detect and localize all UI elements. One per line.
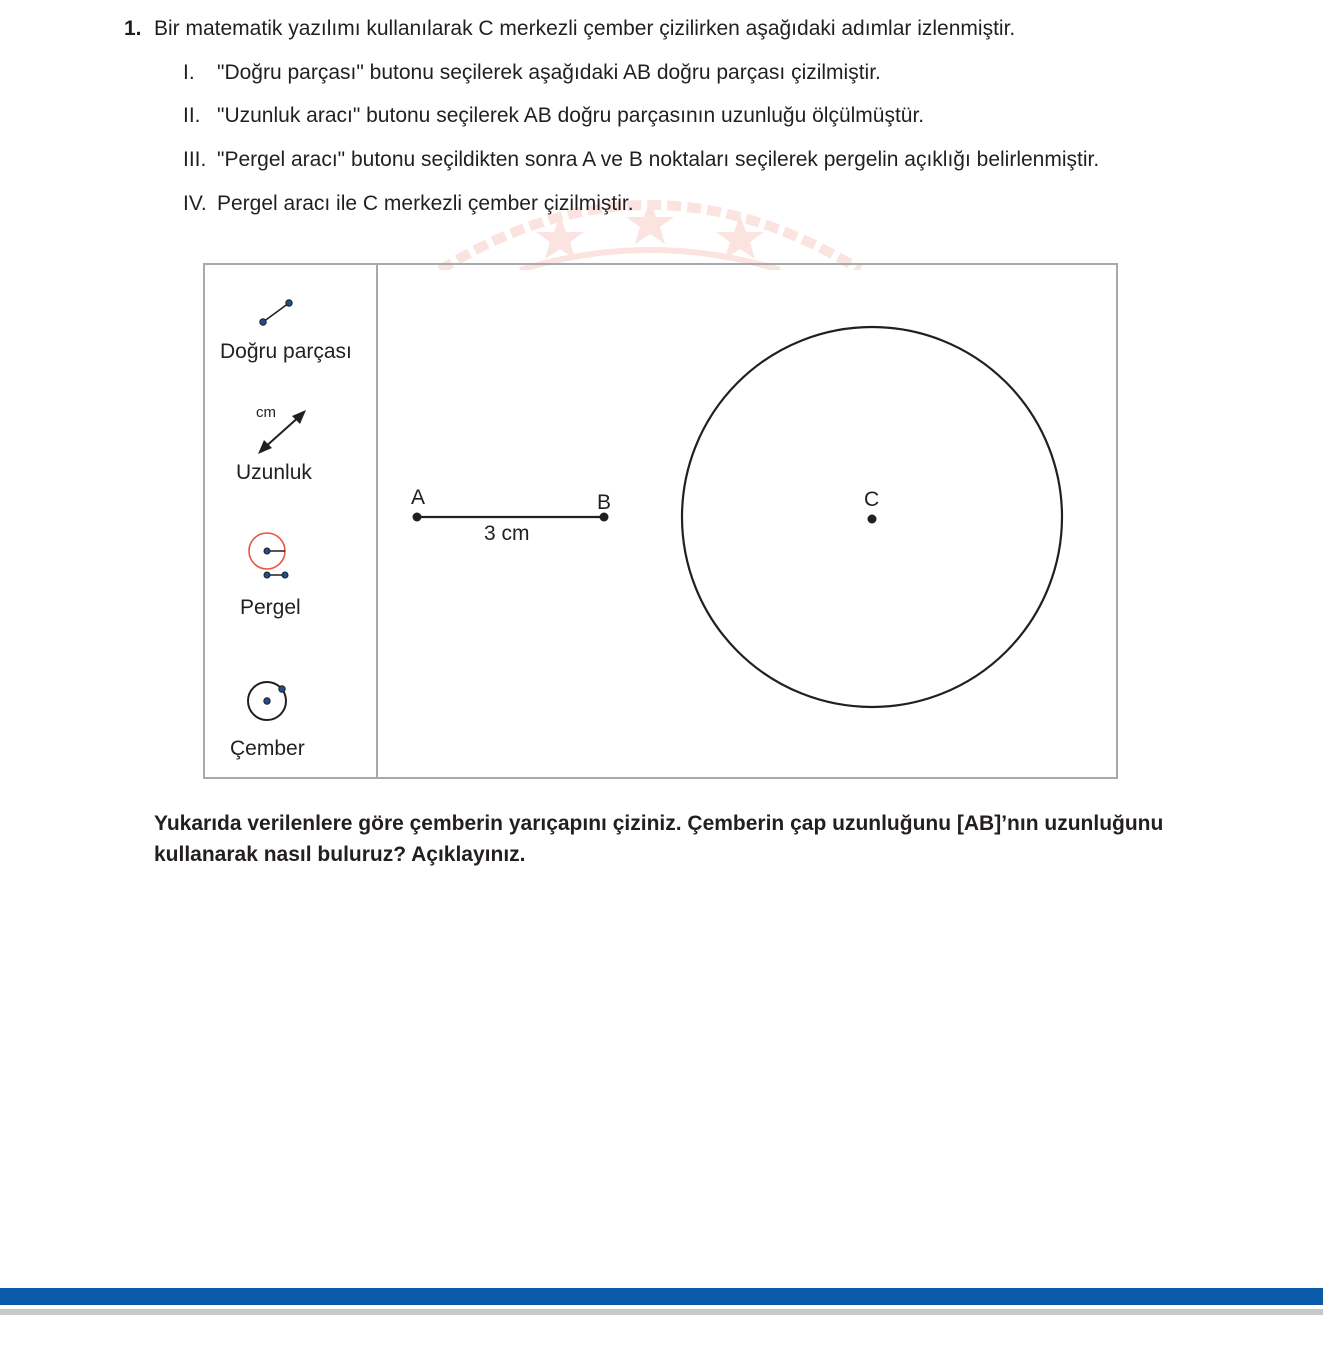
step-text: "Doğru parçası" butonu seçilerek aşağıdaki AB doğru parçası çizilmiştir. <box>217 61 881 84</box>
step-text: "Uzunluk aracı" butonu seçilerek AB doğru parçasının uzunluğu ölçülmüştür. <box>217 104 925 127</box>
step-3 <box>183 148 1099 172</box>
tool-segment[interactable] <box>205 293 378 373</box>
step-number: I. <box>183 61 195 84</box>
step-number: III. <box>183 148 207 171</box>
point-b-label: B <box>597 491 612 514</box>
geometry-software-window <box>203 263 1118 779</box>
tool-circle-label: Çember <box>230 737 305 760</box>
tool-palette <box>205 265 378 777</box>
compass-icon <box>247 531 293 585</box>
step-text: "Pergel aracı" butonu seçildikten sonra A ve B noktaları seçilerek pergelin açıklığı belirlenmiştir. <box>217 148 1100 171</box>
step-text: Pergel aracı ile C merkezli çember çizilmiştir. <box>217 192 634 215</box>
length-icon <box>253 405 309 457</box>
drawing-canvas[interactable] <box>378 265 1118 777</box>
footer-line <box>0 1309 1323 1315</box>
tool-compass-label: Pergel <box>240 596 301 619</box>
tool-length-label: Uzunluk <box>236 461 312 484</box>
step-number: IV. <box>183 192 207 215</box>
question-number: 1. <box>124 17 142 40</box>
tool-length[interactable] <box>205 401 378 491</box>
segment-length-label: 3 cm <box>484 522 530 545</box>
footer-bar <box>0 1288 1323 1305</box>
length-unit-label: cm <box>256 404 276 421</box>
segment-icon <box>257 295 297 329</box>
point-a <box>413 513 422 522</box>
question-prompt: Yukarıda verilenlere göre çemberin yarıçapını çiziniz. Çemberin çap uzunluğunu [AB]’nın uzunluğunu kullanarak nasıl buluruz? Açıklayınız. <box>154 812 1164 866</box>
circle-icon <box>243 677 293 727</box>
step-1 <box>183 61 881 85</box>
step-number: II. <box>183 104 201 127</box>
point-a-label: A <box>411 486 426 509</box>
tool-segment-label: Doğru parçası <box>220 340 352 363</box>
step-4 <box>183 192 634 216</box>
point-c <box>868 515 877 524</box>
question-intro: Bir matematik yazılımı kullanılarak C merkezli çember çizilirken aşağıdaki adımlar izlenmiştir. <box>154 17 1016 40</box>
tool-compass[interactable] <box>205 529 378 625</box>
tool-circle[interactable] <box>205 675 378 765</box>
point-c-label: C <box>864 488 880 511</box>
step-2 <box>183 104 924 128</box>
